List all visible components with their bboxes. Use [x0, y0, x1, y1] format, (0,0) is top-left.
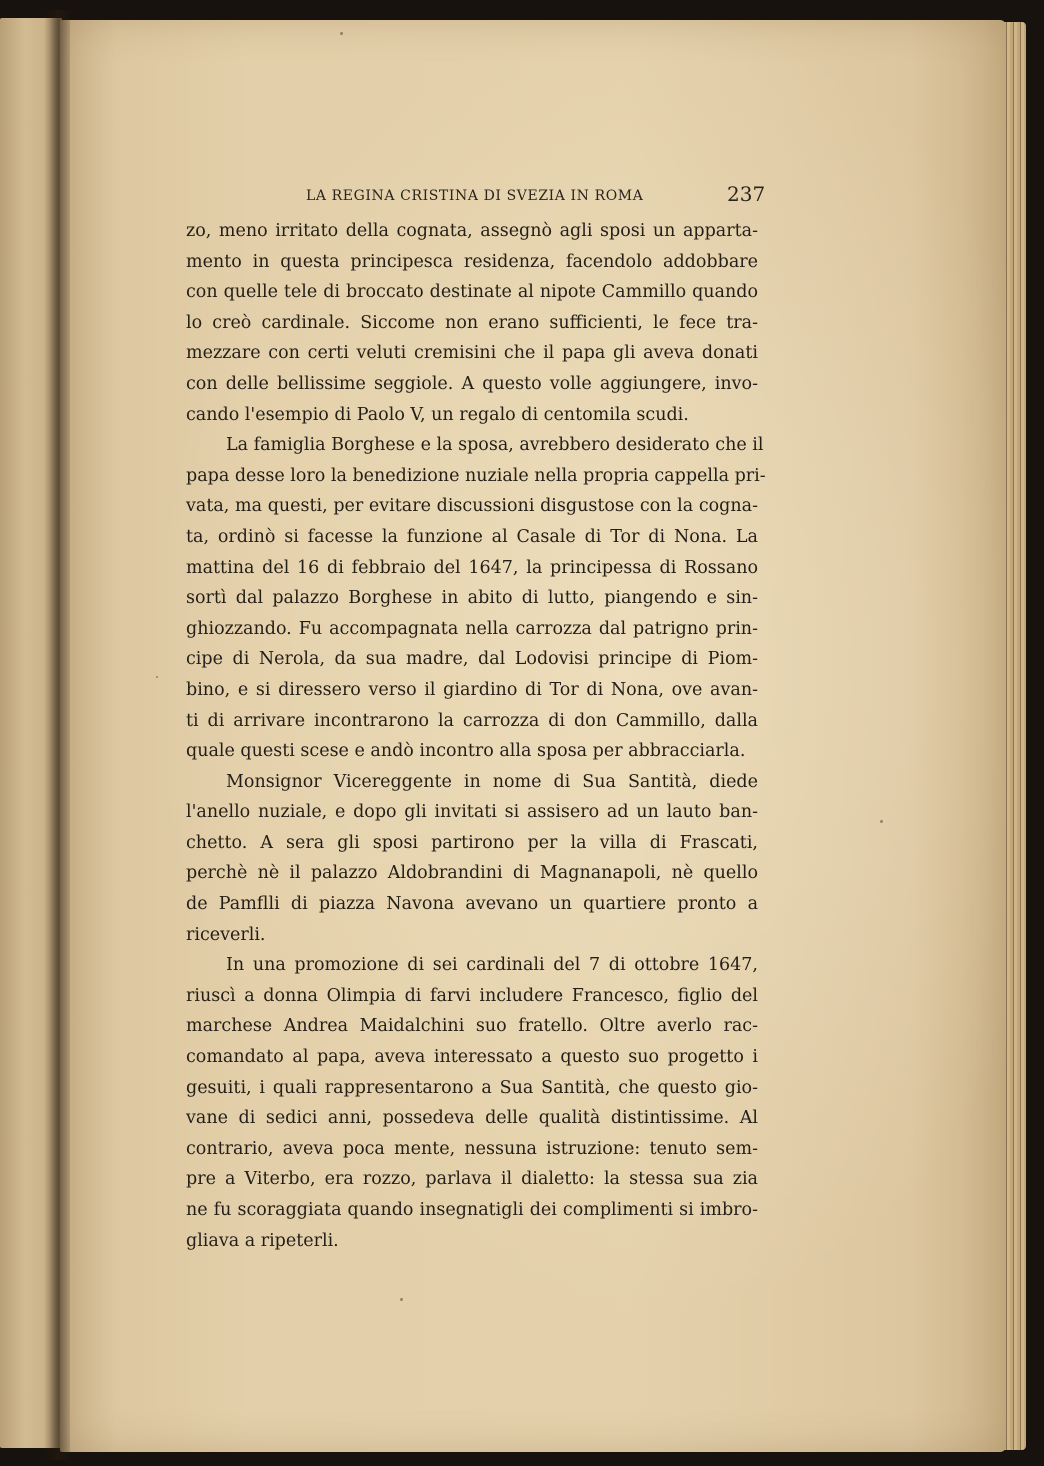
text-line: zo, meno irritato della cognata, assegnò agli sposi un apparta-: [186, 221, 758, 241]
foxing-spot: [400, 1298, 403, 1301]
text-line: bino, e si diressero verso il giardino di Tor di Nona, ove avan-: [186, 679, 758, 700]
text-line: riceverli.: [186, 924, 266, 945]
page-number: 237: [727, 182, 766, 206]
text-line: con delle bellissime seggiole. A questo volle aggiungere, invo-: [186, 373, 758, 394]
text-line: comandato al papa, aveva interessato a questo suo progetto i: [186, 1047, 758, 1068]
foxing-spot: [156, 676, 158, 678]
text-line: ti di arrivare incontrarono la carrozza di don Cammillo, dalla: [186, 710, 758, 731]
text-line: de Pamflli di piazza Navona avevano un quartiere pronto a: [186, 894, 758, 915]
binding-gutter-shadow: [44, 10, 70, 1460]
text-line: marchese Andrea Maidalchini suo fratello. Oltre averlo rac-: [186, 1016, 758, 1037]
text-line: sortì dal palazzo Borghese in abito di lutto, piangendo e sin-: [186, 588, 758, 609]
text-line: gliava a ripeterli.: [186, 1230, 339, 1251]
running-title: LA REGINA CRISTINA DI SVEZIA IN ROMA: [306, 188, 644, 204]
text-line: gesuiti, i quali rappresentarono a Sua Santità, che questo gio-: [186, 1077, 758, 1098]
text-line: ne fu scoraggiata quando insegnatigli dei complimenti si imbro-: [186, 1200, 758, 1220]
body-text: [186, 216, 766, 1256]
text-line: quale questi scese e andò incontro alla sposa per abbracciarla.: [186, 741, 746, 762]
foxing-spot: [340, 32, 343, 35]
text-line: In una promozione di sei cardinali del 7 di ottobre 1647,: [226, 955, 758, 976]
text-line: pre a Viterbo, era rozzo, parlava il dialetto: la stessa sua zia: [186, 1169, 758, 1190]
paragraph: [186, 767, 758, 951]
text-line: mattina del 16 di febbraio del 1647, la principessa di Rossano: [186, 557, 758, 578]
book-page: [60, 20, 1006, 1452]
running-header: [60, 170, 1006, 210]
text-line: ta, ordinò si facesse la funzione al Casale di Tor di Nona. La: [186, 526, 758, 547]
text-line: cipe di Nerola, da sua madre, dal Lodovisi principe di Piom-: [186, 649, 758, 670]
paragraph: [186, 216, 758, 430]
text-line: vane di sedici anni, possedeva delle qualità distintissime. Al: [186, 1108, 758, 1129]
text-line: mento in questa principesca residenza, facendolo addobbare: [186, 251, 758, 272]
foxing-spot: [880, 820, 883, 823]
text-line: cando l'esempio di Paolo V, un regalo di centomila scudi.: [186, 404, 689, 425]
text-line: papa desse loro la benedizione nuziale nella propria cappella pri-: [186, 465, 766, 486]
text-line: riuscì a donna Olimpia di farvi includere Francesco, figlio del: [186, 985, 758, 1006]
paragraph: [186, 430, 766, 767]
text-line: con quelle tele di broccato destinate al nipote Cammillo quando: [186, 282, 758, 303]
text-line: vata, ma questi, per evitare discussioni disgustose con la cogna-: [186, 496, 758, 517]
text-line: La famiglia Borghese e la sposa, avrebbero desiderato che il: [226, 435, 764, 456]
text-line: ghiozzando. Fu accompagnata nella carrozza dal patrigno prin-: [186, 618, 758, 639]
paragraph: [186, 950, 758, 1256]
text-line: Monsignor Vicereggente in nome di Sua Santità, diede: [226, 771, 758, 792]
text-line: chetto. A sera gli sposi partirono per la villa di Frascati,: [186, 832, 758, 853]
text-line: perchè nè il palazzo Aldobrandini di Magnanapoli, nè quello: [186, 863, 758, 884]
text-line: lo creò cardinale. Siccome non erano sufficienti, le fece tra-: [186, 312, 758, 333]
text-line: mezzare con certi veluti cremisini che il papa gli aveva donati: [186, 343, 758, 364]
text-line: contrario, aveva poca mente, nessuna istruzione: tenuto sem-: [186, 1138, 758, 1159]
text-line: l'anello nuziale, e dopo gli invitati si assisero ad un lauto ban-: [186, 802, 758, 823]
